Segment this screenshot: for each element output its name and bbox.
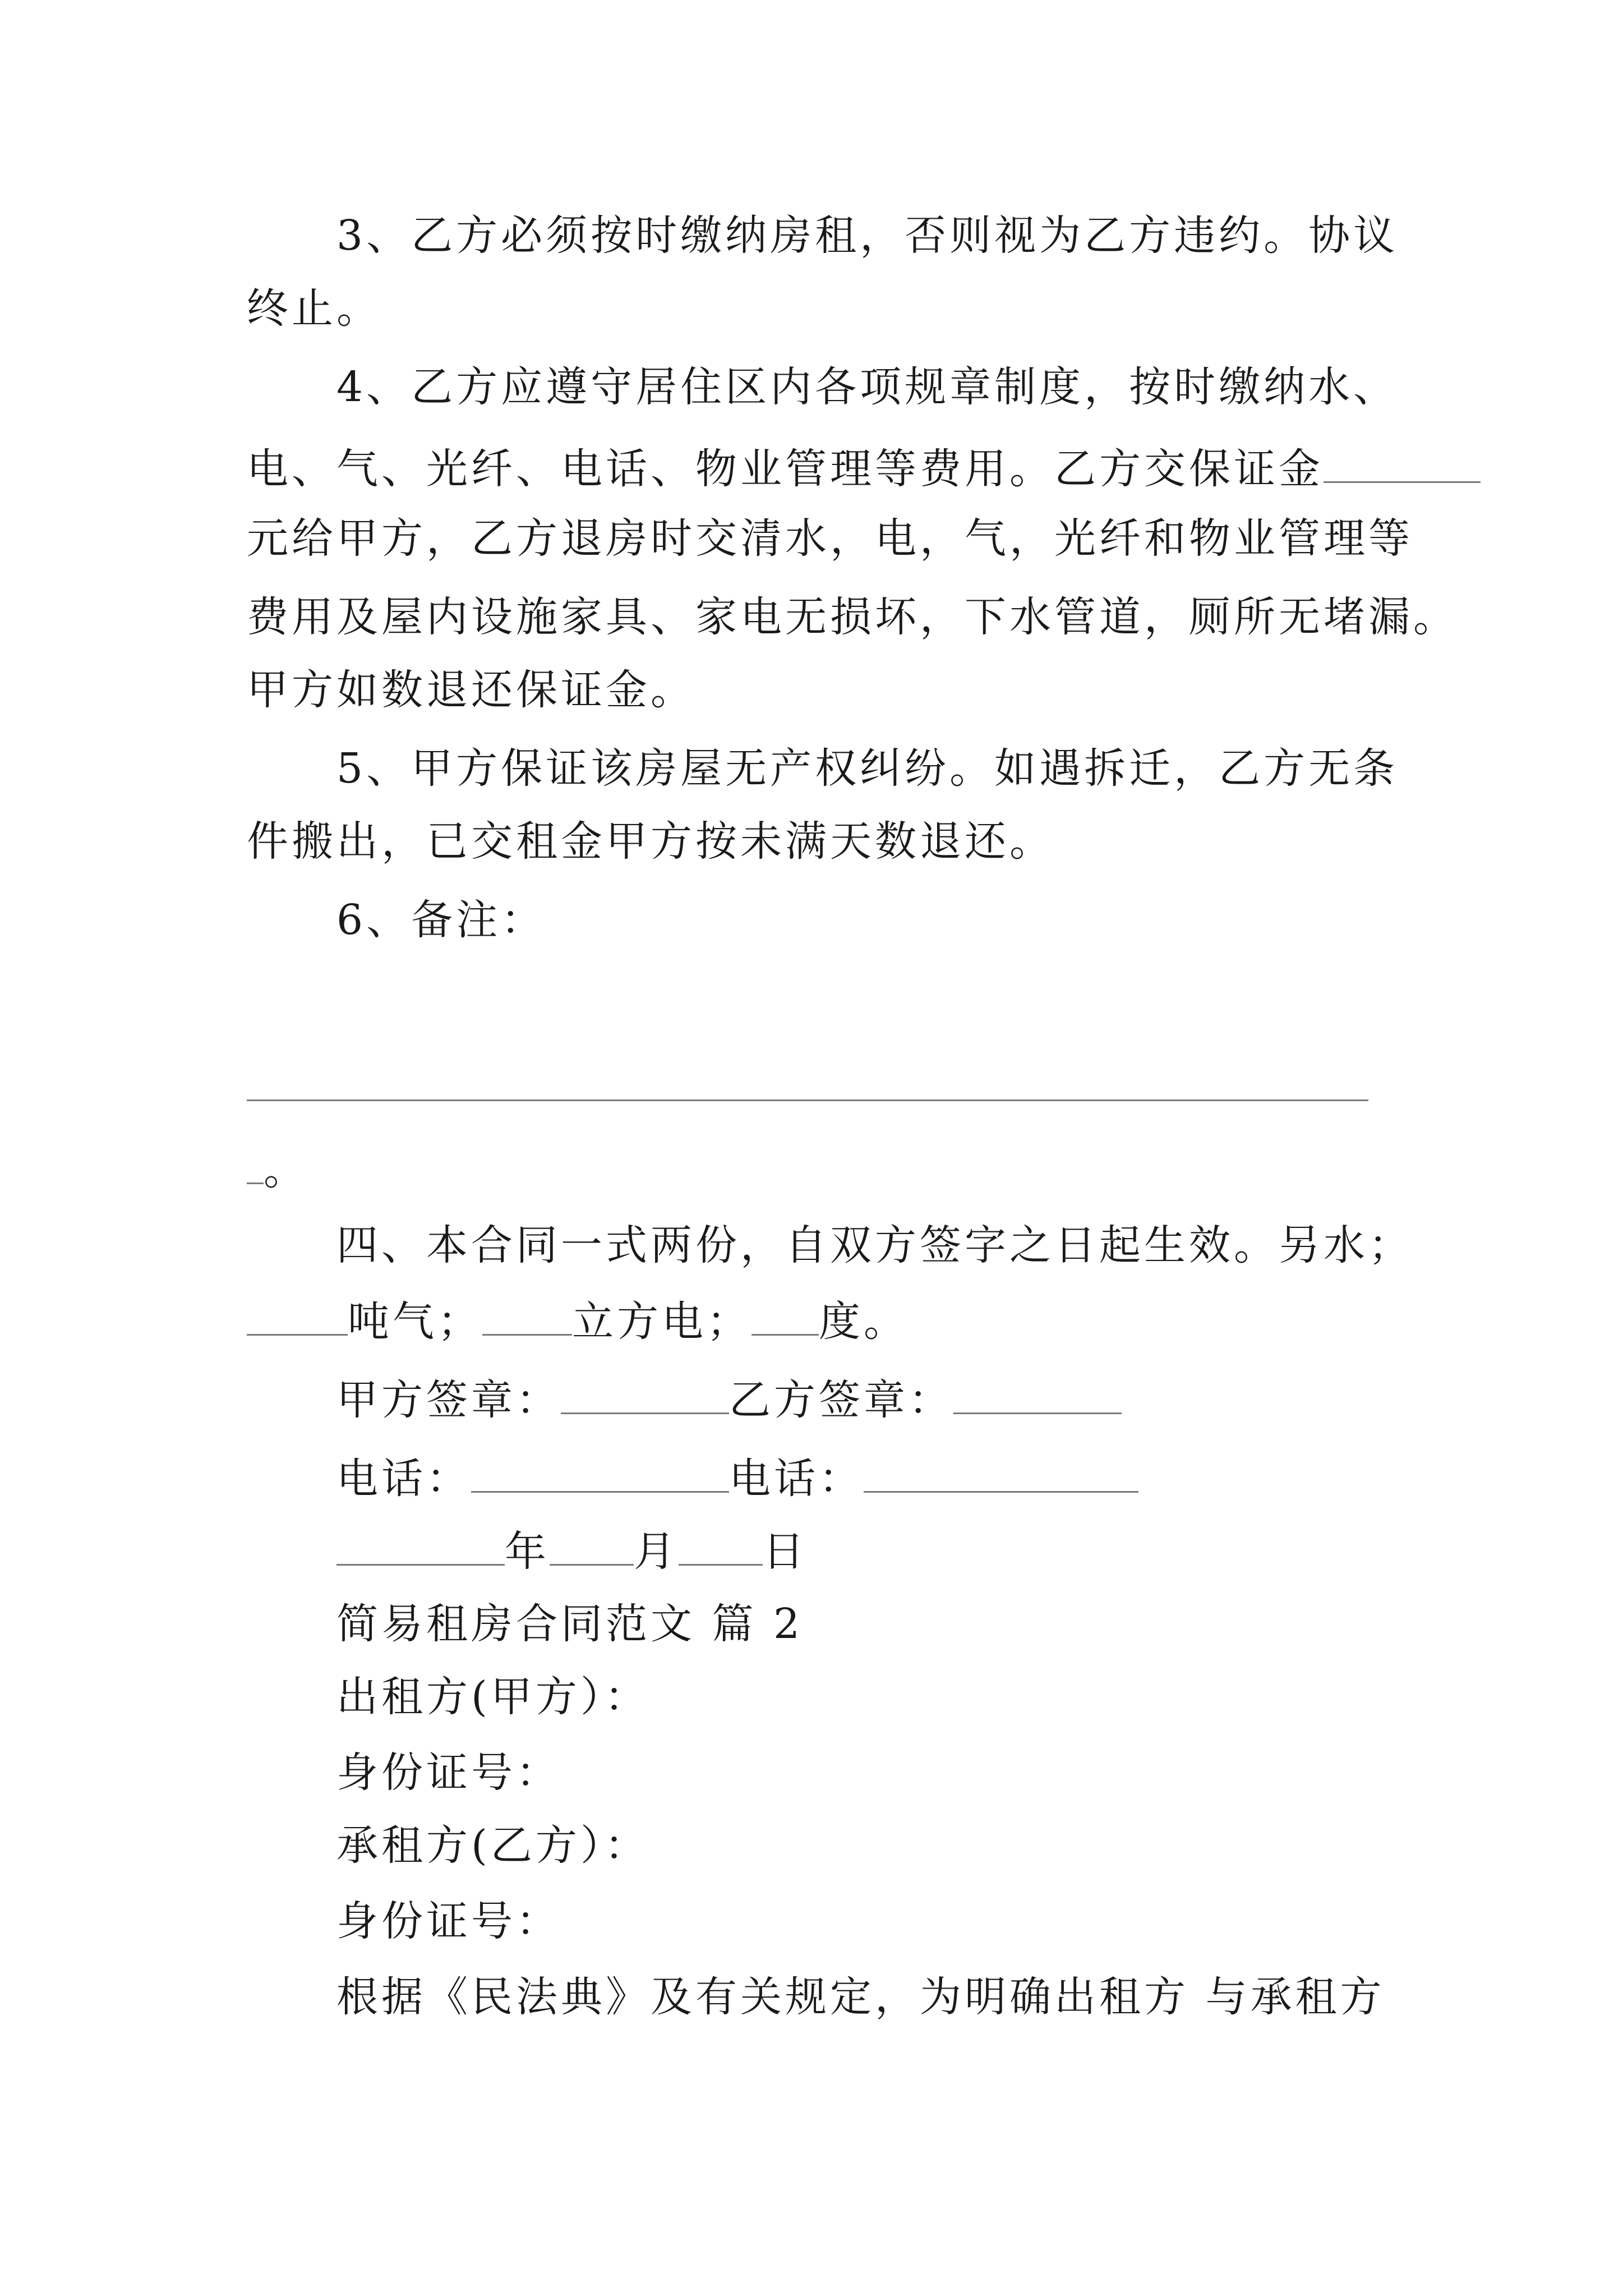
- date-line: [336, 1520, 1514, 1580]
- remarks-end-blank: [247, 1139, 264, 1184]
- lessor-label: 出租方(甲方）：: [336, 1673, 649, 1721]
- party-a-phone-label: 电话：: [336, 1455, 471, 1503]
- article-four-line-1: 四、本合同一式两份，自双方签字之日起生效。另水；: [336, 1221, 1413, 1269]
- water-amount-blank: [247, 1290, 348, 1336]
- lessor-id-label: 身份证号：: [336, 1749, 561, 1797]
- clause-4-line-3: 元给甲方，乙方退房时交清水，电，气，光纤和物业管理等: [247, 514, 1413, 563]
- clause-6-label: 6、备注：: [336, 896, 546, 944]
- lessee-label: 承租方(乙方）：: [336, 1821, 649, 1870]
- remarks-underline: [247, 1099, 1368, 1101]
- clause-4-line-4: 费用及屋内设施家具、家电无损坏，下水管道，厕所无堵漏。: [247, 593, 1458, 641]
- clause-3-line-1: 3、乙方必须按时缴纳房租，否则视为乙方违约。协议: [336, 211, 1399, 260]
- party-b-phone-blank: [864, 1447, 1138, 1493]
- month-blank: [550, 1520, 634, 1566]
- day-blank: [679, 1520, 763, 1566]
- clause-4-line-1: 4、乙方应遵守居住区内各项规章制度，按时缴纳水、: [336, 363, 1399, 411]
- phone-line: [336, 1447, 1514, 1507]
- day-label: 日: [763, 1527, 808, 1576]
- article-four-line-2: [247, 1290, 1424, 1350]
- degree-text: 度。: [819, 1297, 909, 1346]
- deposit-amount-blank: [1324, 438, 1481, 483]
- clause-4-line-2-text: 电、气、光纤、电话、物业管理等费用。乙方交保证金: [247, 445, 1324, 493]
- party-b-phone-label: 电话：: [729, 1455, 864, 1503]
- ton-gas-text: 吨气；: [348, 1297, 482, 1346]
- lessee-id-label: 身份证号：: [336, 1897, 561, 1945]
- clause-4-line-2: [247, 438, 1424, 497]
- clause-5-line-1: 5、甲方保证该房屋无产权纠纷。如遇拆迁，乙方无条: [336, 744, 1399, 793]
- section-2-intro: 根据《民法典》及有关规定，为明确出租方 与承租方: [336, 1973, 1385, 2021]
- clause-3-line-2: 终止。: [247, 284, 381, 333]
- electric-amount-blank: [751, 1290, 819, 1336]
- party-a-phone-blank: [471, 1447, 729, 1493]
- clause-4-line-5: 甲方如数退还保证金。: [247, 666, 695, 714]
- party-b-signature-blank: [953, 1369, 1122, 1414]
- signature-line: [336, 1369, 1514, 1428]
- gas-amount-blank: [482, 1290, 572, 1336]
- year-blank: [336, 1520, 505, 1566]
- remarks-end-mark: 。: [264, 1146, 308, 1194]
- remarks-end-line: [247, 1139, 1424, 1198]
- party-a-signature-label: 甲方签章：: [336, 1376, 561, 1424]
- year-label: 年: [505, 1527, 550, 1576]
- party-a-signature-blank: [561, 1369, 729, 1414]
- section-2-title: 简易租房合同范文 篇 2: [336, 1600, 804, 1648]
- party-b-signature-label: 乙方签章：: [729, 1376, 953, 1424]
- clause-5-line-2: 件搬出，已交租金甲方按未满天数退还。: [247, 817, 1054, 866]
- month-label: 月: [634, 1527, 679, 1576]
- cubic-electric-text: 立方电；: [572, 1297, 751, 1346]
